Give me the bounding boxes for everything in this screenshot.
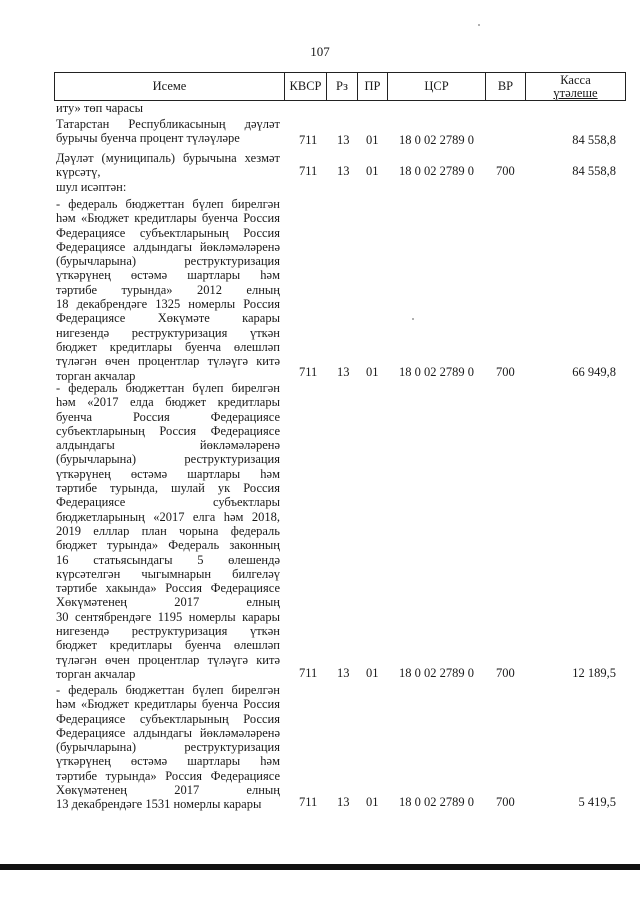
scan-edge-bar [0, 864, 640, 870]
row-name-line: алдындагы йөкләмәләренә [56, 438, 280, 453]
cell-vr: 700 [496, 365, 515, 379]
row-name [56, 117, 280, 146]
table-header [54, 72, 626, 101]
row-name-line: Федерациясе субъектларының Россия [56, 711, 280, 726]
row-name [56, 180, 280, 194]
row-name-line: - федераль бюджеттан бүлеп бирелгән [56, 683, 280, 697]
row-name-line: тәртибе хакында» Россия Федерациясе [56, 581, 280, 596]
row-name-line: (бурычларына) реструктуризация [56, 740, 280, 755]
row-name-line: Федерациясе субъектларының Россия [56, 225, 280, 240]
row-name-line: (бурычларына) реструктуризация [56, 452, 280, 467]
header-kvsr: КВСР [285, 73, 327, 100]
row-name-line: шул исәптән: [56, 180, 127, 194]
row-name-line: күрсәтелгән чыгымнарын билгеләү [56, 566, 280, 581]
row-name-line: бюджет кредитлары буенча өлешләп [56, 638, 280, 653]
header-rz: Рз [327, 73, 358, 100]
row-name-line: түләгән өчен процентлар түләүгә китә [56, 652, 280, 667]
row-name-line: Татарстан Республикасының дәүләт [56, 117, 280, 131]
row-name-line: 16 статьясындагы 5 өлешендә [56, 552, 280, 567]
row-name-line: Хөкүмәтенең 2017 елның [56, 783, 280, 798]
row-name-line: Федерациясе алдындагы йөкләмәләренә [56, 239, 280, 254]
row-name-line: 13 декабрендәге 1531 номерлы карары [56, 797, 262, 812]
row-name-line: үткәрүнең өстәмә шартлары һәм [56, 466, 280, 481]
row-name-line: бурычы буенча процент түләүләре [56, 131, 240, 146]
row-name-line: - федераль бюджеттан бүлеп бирелгән [56, 197, 280, 211]
cell-rz: 13 [337, 795, 350, 809]
cell-kvsr: 711 [299, 666, 318, 680]
cell-amount: 12 189,5 [572, 666, 616, 680]
cell-vr: 700 [496, 666, 515, 680]
header-name: Исеме [55, 73, 285, 100]
row-name-line: тәртибе турында» Россия Федерациясе [56, 768, 280, 783]
cell-csr: 18 0 02 2789 0 [399, 133, 474, 147]
cell-amount: 84 558,8 [572, 133, 616, 147]
row-name-line: Дәүләт (муниципаль) бурычына хезмәт [56, 151, 280, 165]
cell-kvsr: 711 [299, 795, 318, 809]
row-name [56, 151, 280, 180]
cell-csr: 18 0 02 2789 0 [399, 795, 474, 809]
cell-pr: 01 [366, 365, 379, 379]
cell-amount: 84 558,8 [572, 164, 616, 178]
row-name-line: Федерациясе алдындагы йөкләмәләренә [56, 725, 280, 740]
row-name-line: күрсәтү, [56, 165, 101, 180]
continued-fragment: иту» төп чарасы [56, 101, 144, 115]
header-pr: ПР [358, 73, 388, 100]
row-name [56, 683, 280, 812]
cell-vr: 700 [496, 164, 515, 178]
cell-pr: 01 [366, 666, 379, 680]
row-name-line: - федераль бюджеттан бүлеп бирелгән [56, 381, 280, 395]
row-name-line: үткәрүнең өстәмә шартлары һәм [56, 754, 280, 769]
row-name-line: буенча Россия Федерациясе [56, 409, 280, 424]
header-kassa-line2: үтәлеше [553, 85, 598, 100]
header-csr: ЦСР [388, 73, 486, 100]
row-name-line: (бурычларына) реструктуризация [56, 254, 280, 269]
cell-pr: 01 [366, 795, 379, 809]
row-name-line: бюджет турында» Федераль законның [56, 538, 280, 553]
cell-pr: 01 [366, 133, 379, 147]
row-name [56, 381, 280, 681]
row-name-line: түләгән өчен процентлар түләүгә китә [56, 354, 280, 369]
row-name-line: торган акчалар [56, 666, 136, 681]
row-name-line: Федерациясе Хөкүмәте карары [56, 311, 280, 326]
header-kassa-line1: Касса [560, 72, 591, 87]
row-name-line: тәртибе турында, шулай ук Россия [56, 481, 280, 496]
cell-rz: 13 [337, 133, 350, 147]
page-number: 107 [310, 44, 330, 59]
row-name-line: Хөкүмәтенең 2017 елның [56, 595, 280, 610]
cell-kvsr: 711 [299, 164, 318, 178]
cell-csr: 18 0 02 2789 0 [399, 666, 474, 680]
row-name [56, 197, 280, 383]
row-name-line: нигезендә реструктуризация үткән [56, 325, 280, 340]
cell-csr: 18 0 02 2789 0 [399, 365, 474, 379]
cell-kvsr: 711 [299, 133, 318, 147]
cell-rz: 13 [337, 666, 350, 680]
row-name-line: һәм «2017 елда бюджет кредитлары [56, 395, 280, 410]
cell-vr: 700 [496, 795, 515, 809]
row-name-line: бюджет кредитлары буенча өлешләп [56, 339, 280, 354]
scan-speck [412, 318, 414, 320]
row-name-line: һәм «Бюджет кредитлары буенча Россия [56, 697, 280, 712]
row-name-line: 30 сентябрендәге 1195 номерлы карары [56, 609, 280, 624]
cell-pr: 01 [366, 164, 379, 178]
cell-amount: 5 419,5 [578, 795, 616, 809]
header-kassa [526, 73, 625, 100]
cell-amount: 66 949,8 [572, 365, 616, 379]
row-name-line: торган акчалар [56, 368, 136, 383]
row-name-line: нигезендә реструктуризация үткән [56, 624, 280, 639]
row-name-line: һәм «Бюджет кредитлары буенча Россия [56, 211, 280, 226]
row-name-line: тәртибе турында» 2012 елның [56, 282, 280, 297]
row-name-line: бюджетларының «2017 елга һәм 2018, [56, 509, 280, 524]
cell-csr: 18 0 02 2789 0 [399, 164, 474, 178]
row-name-line: 18 декабрендәге 1325 номерлы Россия [56, 297, 280, 312]
header-vr: ВР [486, 73, 526, 100]
row-name-line: Федерациясе субъектлары [56, 495, 280, 510]
row-name-line: 2019 елллар план чорына федераль [56, 523, 280, 538]
cell-rz: 13 [337, 164, 350, 178]
scan-speck [478, 24, 480, 26]
row-name-line: үткәрүнең өстәмә шартлары һәм [56, 268, 280, 283]
row-name-line: субъектларының Россия Федерациясе [56, 423, 280, 438]
cell-rz: 13 [337, 365, 350, 379]
cell-kvsr: 711 [299, 365, 318, 379]
